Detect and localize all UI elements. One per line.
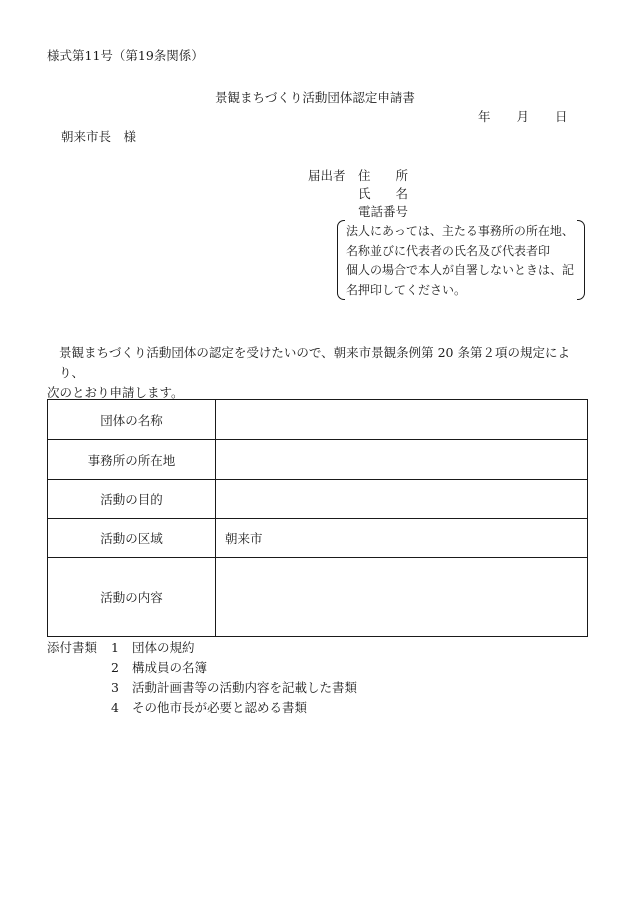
addressee: 朝来市長 様 [61, 129, 137, 144]
table-row [48, 440, 588, 480]
row-label: 活動の目的 [48, 480, 216, 519]
row-value[interactable]: 朝来市 [216, 519, 588, 558]
application-table [47, 399, 588, 637]
attachment-text: 構成員の名簿 [132, 660, 208, 675]
form-number: 様式第11号（第19条関係） [47, 48, 204, 63]
address-label: 住所 [358, 168, 408, 183]
row-label: 活動の内容 [48, 558, 216, 637]
note-line: 法人にあっては、主たる事務所の所在地、 [346, 224, 574, 238]
note-line: 個人の場合で本人が自署しないときは、記 [346, 263, 575, 277]
attachments-heading: 添付書類 [47, 640, 98, 655]
note-text [346, 222, 578, 300]
attachment-item [111, 640, 195, 656]
table-row [48, 558, 588, 637]
note-line: 名称並びに代表者の氏名及び代表者印 [346, 243, 551, 258]
row-value[interactable] [216, 480, 588, 519]
attachment-number: 1 [111, 640, 119, 655]
applicant-label: 届出者 [308, 168, 346, 183]
phone-label: 電話番号 [358, 204, 409, 219]
row-value[interactable] [216, 400, 588, 440]
row-label: 活動の区域 [48, 519, 216, 558]
attachment-number: 4 [111, 700, 119, 715]
left-bracket [337, 220, 345, 300]
document-title: 景観まちづくり活動団体認定申請書 [215, 90, 415, 105]
row-value[interactable] [216, 440, 588, 480]
table-row [48, 519, 588, 558]
paragraph-line: 景観まちづくり活動団体の認定を受けたいので、朝来市景観条例第 20 条第２項の規定により、 [59, 345, 570, 380]
row-value[interactable] [216, 558, 588, 637]
request-paragraph [47, 343, 592, 403]
attachment-text: 活動計画書等の活動内容を記載した書類 [132, 680, 358, 695]
attachment-item [111, 700, 307, 716]
table-row [48, 480, 588, 519]
attachment-text: その他市長が必要と認める書類 [132, 700, 308, 715]
name-label: 氏名 [358, 186, 408, 201]
attachment-item [111, 660, 207, 676]
attachment-number: 3 [111, 680, 119, 695]
right-bracket [577, 220, 585, 300]
attachment-text: 団体の規約 [132, 640, 195, 655]
row-label: 団体の名称 [48, 400, 216, 440]
applicant-note [337, 220, 585, 300]
row-label: 事務所の所在地 [48, 440, 216, 480]
table-row [48, 400, 588, 440]
date-line: 年 月 日 [478, 109, 568, 124]
paragraph-line: 次のとおり申請します。 [47, 385, 184, 400]
note-line: 名押印してください。 [346, 282, 467, 297]
attachment-item [111, 680, 357, 696]
attachment-number: 2 [111, 660, 119, 675]
